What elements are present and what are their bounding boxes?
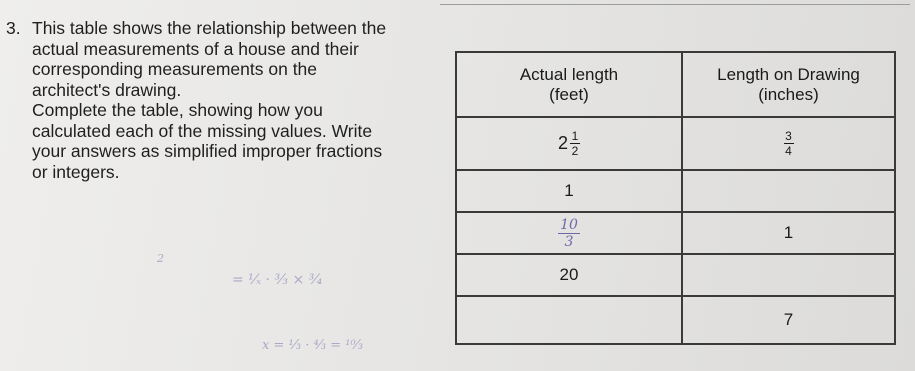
pencil-mark: 2 <box>157 252 164 265</box>
problem-line: calculated each of the missing values. Write <box>32 120 373 141</box>
pencil-work: x = ¹⁄₃ · ⁴⁄₃ = ¹⁰⁄₃ <box>262 338 364 353</box>
actual-cell <box>456 117 682 170</box>
fraction: $\frac{3}{4}$ <box>785 129 792 158</box>
drawing-cell[interactable] <box>682 117 895 170</box>
problem-line: Complete the table, showing how you <box>32 100 323 120</box>
problem-line: This table shows the relationship between the <box>32 18 387 38</box>
header-actual-length: Actual length (feet) <box>456 52 682 117</box>
top-divider-line <box>440 4 910 5</box>
problem-line: architect's drawing. <box>32 79 182 100</box>
problem-line: or integers. <box>32 161 120 182</box>
header-length-on-drawing: Length on Drawing (inches) <box>682 52 895 117</box>
mixed-number: 2 $\frac{1}{2}$ <box>557 129 579 158</box>
table-row <box>456 170 895 212</box>
actual-cell: 20 <box>456 254 682 296</box>
problem-line: actual measurements of a house and their <box>32 38 359 59</box>
table-row <box>456 296 895 344</box>
problem-number: 3. <box>6 18 21 38</box>
drawing-cell-blank[interactable] <box>682 254 895 296</box>
table-row <box>456 117 895 170</box>
actual-cell: 1 <box>456 170 682 212</box>
table-row <box>456 212 895 254</box>
measurement-table <box>455 51 896 345</box>
drawing-cell: 1 <box>682 212 895 254</box>
actual-cell-blank[interactable] <box>456 296 682 344</box>
drawing-cell-blank[interactable] <box>682 170 895 212</box>
problem-line: your answers as simplified improper fractions <box>32 141 383 161</box>
problem-line: corresponding measurements on the <box>32 59 318 79</box>
table-row <box>456 254 895 296</box>
handwritten-fraction: $\frac{10}{3}$ <box>558 218 580 249</box>
problem-text <box>32 18 452 182</box>
actual-cell-handwritten[interactable] <box>456 212 682 254</box>
pencil-work: = ¹⁄ₓ · ³⁄₃ × ³⁄₄ <box>232 272 323 288</box>
drawing-cell: 7 <box>682 296 895 344</box>
